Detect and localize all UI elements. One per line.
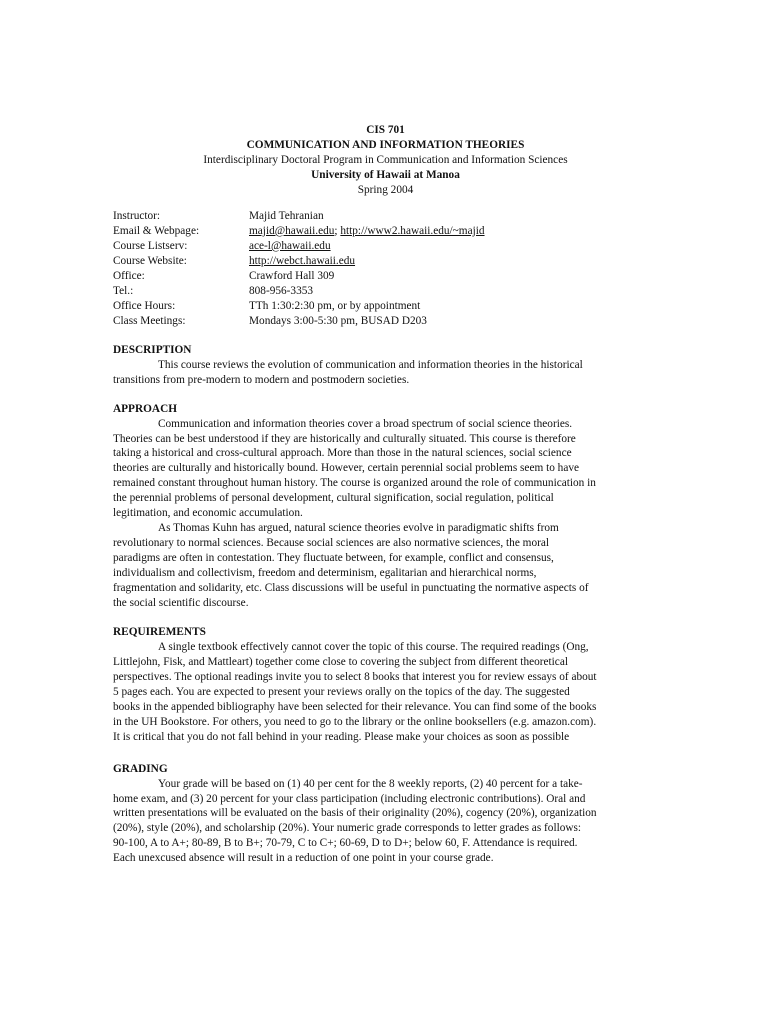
info-row-website [113, 254, 658, 269]
email-label: Email & Webpage: [113, 224, 200, 237]
text-line: It is critical that you do not fall behind in your reading. Please make your choices as soon as possible [113, 730, 570, 743]
office-label: Office: [113, 269, 145, 282]
text-line: This course reviews the evolution of communication and information theories in the historical [158, 358, 583, 371]
listserv-value [249, 239, 331, 254]
syllabus-header [113, 123, 658, 198]
text-line: 90-100, A to A+; 80-89, B to B+; 70-79, C to C+; 60-69, D to D+; below 60, F. Attendance is required. [113, 837, 578, 850]
text-line: fragmentation and solidarity, etc. Class discussions will be useful in punctuating the normative aspects of [113, 582, 589, 595]
text-line: taking a historical and cross-cultural approach. More than those in the natural sciences, social science [113, 447, 572, 460]
text-line: Littlejohn, Fisk, and Mattleart) together come close to covering the subject from different theoretical [113, 655, 568, 668]
approach-paragraph-1 [113, 417, 658, 522]
instructor-value: Majid Tehranian [249, 209, 324, 222]
office-value: Crawford Hall 309 [249, 269, 335, 282]
university-name: University of Hawaii at Manoa [311, 168, 460, 181]
text-line: A single textbook effectively cannot cover the topic of this course. The required readings (Ong, [158, 640, 589, 653]
course-info [113, 209, 658, 329]
text-line: revolutionary to normal sciences. Because social sciences are also normative sciences, the moral [113, 537, 550, 550]
text-line: written presentations will be evaluated on the basis of their originality (20%), cogency (20%), organization [113, 807, 597, 820]
info-row-tel [113, 284, 658, 299]
info-row-hours [113, 299, 658, 314]
grading-text [113, 777, 658, 867]
instructor-label: Instructor: [113, 209, 161, 222]
info-row-office [113, 269, 658, 284]
website-value [249, 254, 355, 269]
website-label: Course Website: [113, 254, 187, 267]
website-link[interactable]: http://webct.hawaii.edu [249, 254, 356, 267]
course-title: COMMUNICATION AND INFORMATION THEORIES [246, 138, 525, 151]
hours-label: Office Hours: [113, 299, 176, 312]
text-line: Theories can be best understood if they are historically and culturally situated. This course is therefore [113, 432, 576, 445]
text-line: 5 pages each. You are expected to present your reviews orally on the topics of the day. The suggested [113, 685, 570, 698]
tel-label: Tel.: [113, 284, 134, 297]
approach-section [113, 402, 658, 611]
text-line: individualism and collectivism, freedom and determinism, egalitarian and hierarchical norms, [113, 567, 537, 580]
email-separator: ; [334, 224, 338, 237]
approach-paragraph-2 [113, 521, 658, 611]
hours-value: TTh 1:30:2:30 pm, or by appointment [249, 299, 421, 312]
text-line: perspectives. The optional readings invite you to select 8 books that interest you for review essays of about [113, 670, 597, 683]
info-row-instructor [113, 209, 658, 224]
description-heading: DESCRIPTION [113, 343, 192, 356]
course-number: CIS 701 [366, 124, 405, 136]
text-line: Your grade will be based on (1) 40 per cent for the 8 weekly reports, (2) 40 percent for a take- [158, 777, 583, 790]
description-section [113, 343, 658, 388]
syllabus-page [113, 123, 658, 866]
text-line: transitions from pre-modern to modern and postmodern societies. [113, 373, 410, 386]
text-line: paradigms are often in contestation. They fluctuate between, for example, conflict and consensus, [113, 552, 554, 565]
tel-value: 808-956-3353 [249, 284, 314, 297]
program-name: Interdisciplinary Doctoral Program in Communication and Information Sciences [203, 153, 568, 166]
text-line: Each unexcused absence will result in a reduction of one point in your course grade. [113, 852, 494, 865]
email-link[interactable]: majid@hawaii.edu [249, 224, 335, 237]
text-line: theories are culturally and historically bound. However, certain perennial social problems seem to have [113, 462, 580, 475]
grading-section [113, 762, 658, 867]
text-line: books in the appended bibliography have been selected for their relevance. You can find some of the books [113, 700, 597, 713]
requirements-text [113, 640, 658, 745]
meetings-value: Mondays 3:00-5:30 pm, BUSAD D203 [249, 314, 427, 327]
text-line: in the UH Bookstore. For others, you need to go to the library or the online booksellers (e.g. amazon.com). [113, 715, 597, 728]
text-line: home exam, and (3) 20 percent for your class participation (including electronic contributions). Oral and [113, 792, 586, 805]
requirements-heading: REQUIREMENTS [113, 625, 206, 638]
text-line: (20%), style (20%), and scholarship (20%). Your numeric grade corresponds to letter grades as follows: [113, 822, 582, 835]
listserv-link[interactable]: ace-l@hawaii.edu [249, 239, 331, 252]
text-line: legitimation, and economic accumulation. [113, 507, 303, 520]
text-line: remained constant throughout human history. The course is organized around the role of communication in [113, 477, 596, 490]
info-row-meetings [113, 314, 658, 329]
grading-heading: GRADING [113, 762, 168, 775]
term: Spring 2004 [357, 183, 414, 196]
text-line: Communication and information theories cover a broad spectrum of social science theories. [158, 417, 573, 430]
listserv-label: Course Listserv: [113, 239, 188, 252]
webpage-link[interactable]: http://www2.hawaii.edu/~majid [340, 224, 485, 237]
text-line: As Thomas Kuhn has argued, natural science theories evolve in paradigmatic shifts from [158, 522, 559, 535]
info-row-email [113, 224, 658, 239]
meetings-label: Class Meetings: [113, 314, 186, 327]
approach-heading: APPROACH [113, 402, 178, 415]
requirements-section [113, 625, 658, 745]
text-line: the perennial problems of personal development, cultural signification, social regulation, political [113, 492, 554, 505]
text-line: the social scientific discourse. [113, 597, 249, 610]
info-row-listserv [113, 239, 658, 254]
email-value [249, 224, 485, 239]
description-text [113, 358, 658, 388]
